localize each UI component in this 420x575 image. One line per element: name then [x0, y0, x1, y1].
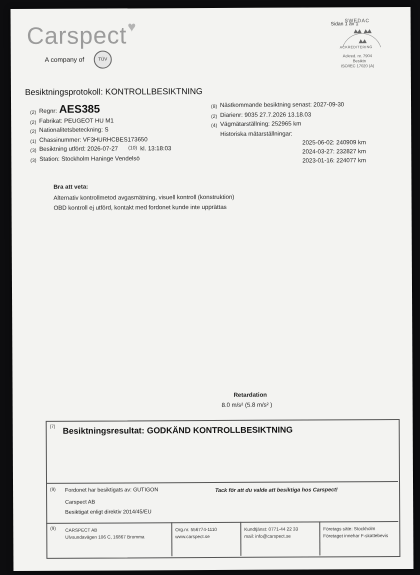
seal-top-text: SWEDAC [344, 18, 370, 25]
fabrikat: Fabrikat: PEUGEOT HU M1 [39, 118, 114, 125]
footer-kundtjanst: Kundtjänst: 0771-44 22 33 [244, 526, 299, 532]
direktiv: Besiktigat enligt direktiv 2014/45/EU [65, 509, 152, 516]
note-line: Alternativ kontrollmetod avgasmätning, visuell kontroll (konstruktion) [53, 194, 235, 202]
footer-mail: mail: info@carspect.se [244, 533, 291, 539]
nastkommande-besiktning: Nästkommande besiktning senast: 2027-09-30 [220, 102, 345, 109]
seal-number: Ackred. nr. 7904 [342, 53, 372, 59]
besiktningsresultat: Besiktningsresultat: GODKÄND KONTROLLBESIKTNING [62, 424, 293, 436]
document-title: Besiktningsprotokoll: KONTROLLBESIKTNING [24, 86, 203, 97]
divider [171, 522, 172, 556]
result-num: (7) [49, 423, 56, 429]
regnr-label: Regnr: [39, 108, 58, 115]
note-line: OBD kontroll ej utförd, kontakt med fordonet kunde inte upprättas [53, 204, 227, 212]
regnr-num: (2) [30, 109, 37, 116]
footer-orgnr: Org.nr. 556774-1110 [175, 526, 217, 533]
besiktning-klockslag: kl. 13:18:03 [140, 146, 172, 153]
seal-ring-text: ACKREDITERING [339, 45, 373, 50]
station-num: (3) [30, 157, 37, 164]
diarie-num: (2) [211, 113, 218, 121]
historik-row: 2024-03-27: 232827 km [302, 149, 367, 156]
kl-num: (10) [128, 145, 138, 152]
historik-row: 2025-06-02: 240909 km [302, 140, 366, 147]
page-info: Sidan 1 av 1 [330, 21, 359, 28]
station: Station: Stockholm Haninge Vendelsö [39, 156, 140, 163]
inspection-document [11, 7, 414, 571]
besiktning-utford: Besiktning utförd: 2026-07-27 [39, 146, 119, 153]
footer-company: CARSPECT AB [65, 527, 98, 533]
regnr-value: AES385 [59, 103, 101, 116]
retardation-label: Retardation [233, 392, 267, 399]
inspector-company: Carspect AB [65, 499, 96, 506]
diarienummer: Diarienr: 9035 27.7.2026 13.18.03 [220, 112, 312, 119]
chassi-num: (1) [30, 138, 37, 145]
footer-num: (9) [50, 525, 56, 531]
historik-row: 2023-01-16: 224077 km [302, 158, 367, 165]
notes-heading: Bra att veta: [53, 184, 89, 191]
chassinummer: Chassinummer: VF3HURHCBES173650 [39, 137, 148, 144]
inspector-num: (9) [50, 486, 56, 492]
nasta-num: (8) [211, 103, 218, 111]
footer-sate: Företags säte: Stockholm [323, 526, 376, 532]
matar-num: (4) [211, 122, 218, 130]
divider [240, 522, 241, 556]
historik-label: Historiska mätarställningar: [220, 131, 293, 138]
carspect-logo: Carspect [26, 22, 127, 50]
footer-fskatt: Företaget innehar F-skattebevis [323, 533, 389, 539]
vagmatarstallning: Vägmätarställning: 252965 km [220, 121, 302, 128]
besiktigad-av: Fordonet har besiktigats av: GUTIGON [65, 487, 159, 494]
retardation-value: 8.0 m/s² (5.8 m/s² ) [221, 402, 273, 409]
heart-icon: ♥ [127, 18, 136, 35]
thanks-message: Tack för att du valde att besiktiga hos Carspect! [215, 487, 338, 494]
swedac-seal [337, 17, 387, 77]
footer-address: Ulvsundavägen 106 C, 16867 Bromma [65, 534, 145, 540]
utford-num: (3) [30, 147, 37, 154]
tuv-badge: TÜV [94, 51, 112, 69]
nationalitet-num: (2) [30, 128, 37, 135]
company-line: A company of [44, 56, 85, 64]
nationalitet: Nationalitetsbeteckning: S [39, 127, 109, 134]
seal-type: Besiktn [352, 58, 366, 64]
seal-standard: ISO/IEC 17020 (A) [340, 63, 375, 69]
fabrikat-num: (2) [30, 119, 37, 126]
divider [319, 521, 320, 555]
footer-web: www.carspect.se [175, 534, 210, 540]
